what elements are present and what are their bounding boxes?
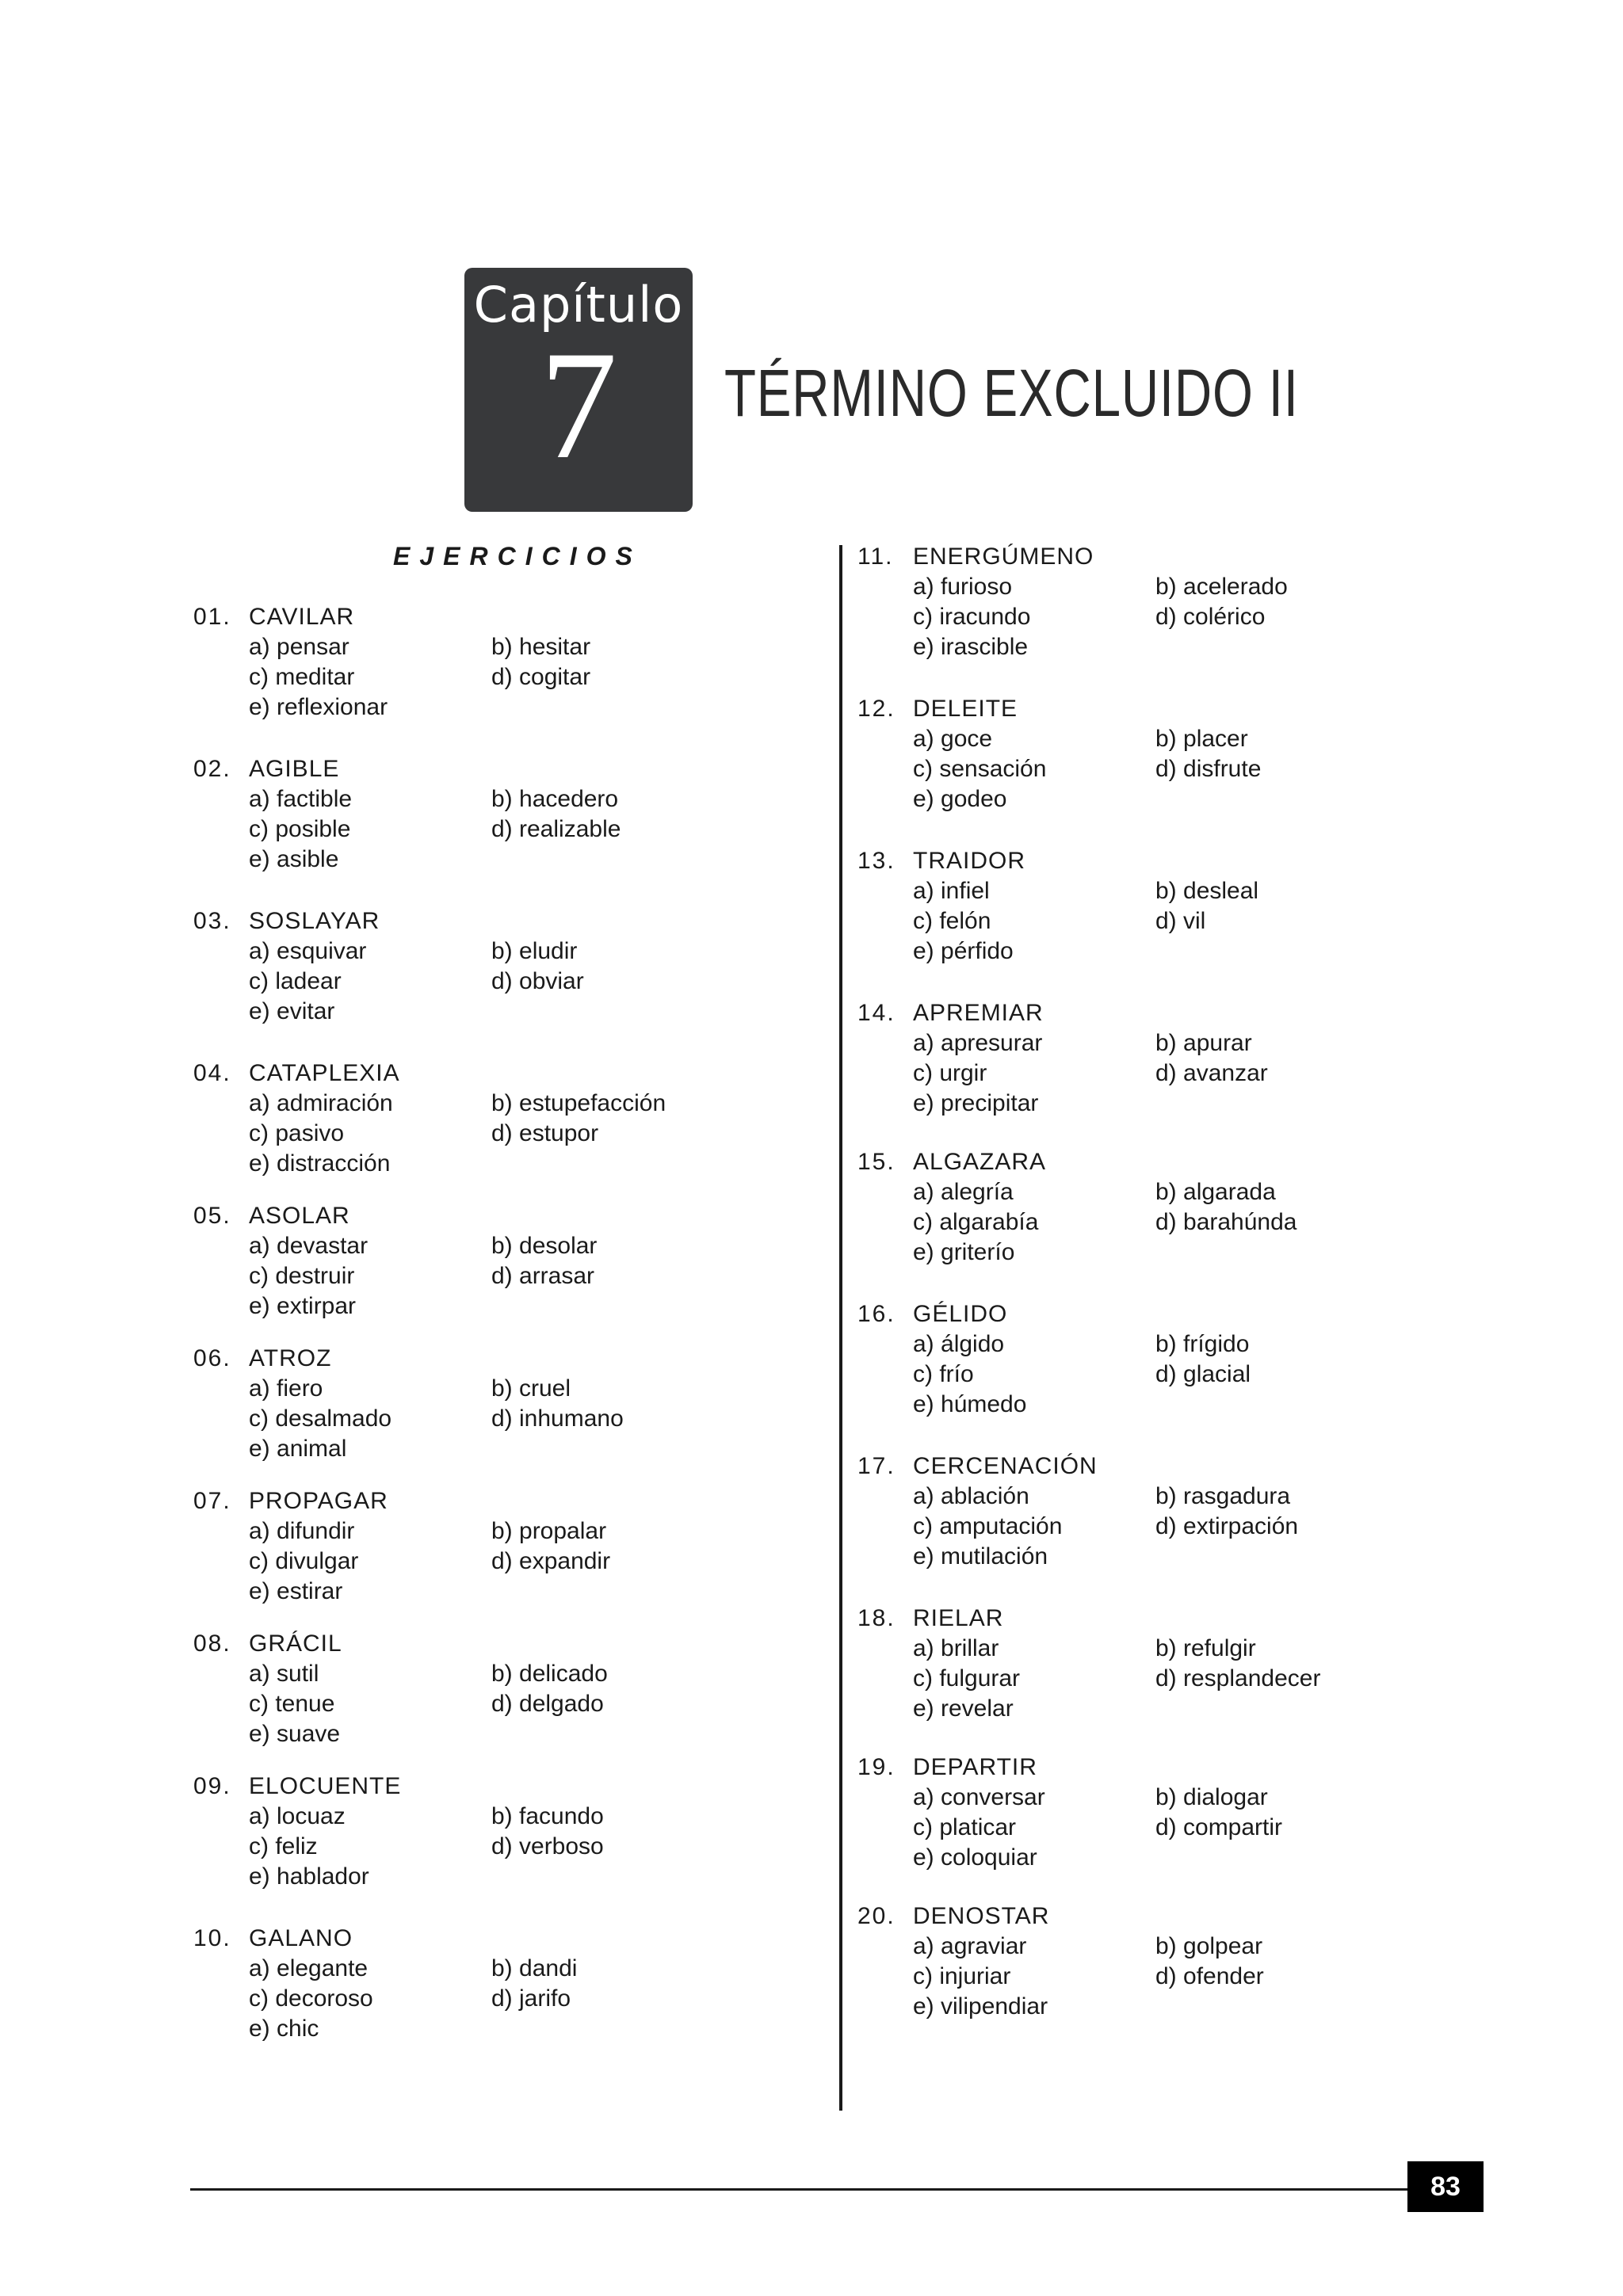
option-a: a) elegante [249, 1955, 369, 1981]
option-d: d) colérico [1155, 604, 1266, 630]
option-c: c) sensación [913, 756, 1047, 782]
exercise-word: AGIBLE [249, 756, 340, 782]
option-b: b) rasgadura [1155, 1483, 1291, 1509]
option-d: d) extirpación [1155, 1513, 1299, 1539]
option-c: c) fulgurar [913, 1665, 1021, 1691]
exercise-number: 04. [193, 1060, 231, 1086]
chapter-label: Capítulo [473, 276, 684, 334]
exercise-number: 09. [193, 1773, 231, 1799]
option-row [249, 1954, 734, 1984]
option-e: e) animal [249, 1436, 347, 1462]
option-c: c) meditar [249, 664, 355, 690]
option-row [913, 906, 1398, 936]
section-heading: EJERCICIOS [393, 542, 642, 570]
option-a: a) goce [913, 726, 993, 752]
option-b: b) hacedero [491, 786, 619, 812]
exercise-header [193, 1486, 734, 1516]
exercise-item [193, 602, 734, 723]
option-row [913, 1512, 1398, 1542]
exercise-number: 08. [193, 1630, 231, 1657]
exercise-item [857, 1299, 1398, 1420]
exercise-number: 03. [193, 908, 231, 934]
option-row [249, 2014, 734, 2044]
option-b: b) algarada [1155, 1179, 1276, 1205]
exercise-number: 17. [857, 1453, 896, 1479]
column-divider [839, 545, 842, 2111]
exercise-word: ALGAZARA [913, 1149, 1047, 1175]
exercise-word: ASOLAR [249, 1203, 350, 1229]
exercise-number: 06. [193, 1345, 231, 1371]
exercise-item [193, 1629, 734, 1749]
option-a: a) sutil [249, 1661, 319, 1687]
option-row [249, 1261, 734, 1291]
option-d: d) inhumano [491, 1405, 624, 1432]
option-c: c) felón [913, 908, 991, 934]
option-b: b) facundo [491, 1803, 604, 1829]
option-row [913, 1813, 1398, 1843]
option-row [913, 1482, 1398, 1512]
option-row [249, 1374, 734, 1404]
option-c: c) divulgar [249, 1548, 359, 1574]
option-c: c) decoroso [249, 1985, 373, 2012]
option-b: b) acelerado [1155, 574, 1288, 600]
exercise-header [193, 1058, 734, 1089]
option-b: b) apurar [1155, 1030, 1252, 1056]
option-row [249, 1119, 734, 1149]
option-row [249, 784, 734, 814]
option-d: d) disfrute [1155, 756, 1262, 782]
option-a: a) esquivar [249, 938, 367, 964]
option-row [249, 936, 734, 967]
exercise-number: 11. [857, 543, 894, 570]
exercise-word: APREMIAR [913, 1000, 1044, 1026]
option-row [249, 1547, 734, 1577]
option-row [249, 997, 734, 1027]
option-row [249, 1719, 734, 1749]
option-c: c) posible [249, 816, 351, 842]
exercise-item [193, 754, 734, 875]
option-e: e) chic [249, 2016, 319, 2042]
exercise-word: GALANO [249, 1925, 353, 1951]
option-row [913, 632, 1398, 662]
option-row [913, 1329, 1398, 1360]
option-d: d) cogitar [491, 664, 591, 690]
option-a: a) brillar [913, 1635, 999, 1661]
exercise-header [857, 542, 1398, 572]
option-d: d) estupor [491, 1120, 599, 1146]
exercise-item [857, 1753, 1398, 1873]
exercise-header [857, 694, 1398, 724]
exercise-word: TRAIDOR [913, 848, 1025, 874]
option-e: e) vilipendiar [913, 1993, 1048, 2019]
exercise-word: DEPARTIR [913, 1754, 1037, 1780]
option-b: b) dandi [491, 1955, 578, 1981]
option-row [913, 1089, 1398, 1119]
exercise-number: 10. [193, 1925, 231, 1951]
option-e: e) estirar [249, 1578, 343, 1604]
option-row [913, 1664, 1398, 1694]
exercise-item [193, 1486, 734, 1607]
option-c: c) feliz [249, 1833, 318, 1859]
option-a: a) conversar [913, 1784, 1045, 1810]
option-row [249, 814, 734, 845]
option-row [249, 1404, 734, 1434]
exercise-header [857, 1299, 1398, 1329]
exercise-number: 12. [857, 696, 896, 722]
exercise-word: ELOCUENTE [249, 1773, 402, 1799]
exercise-header [857, 998, 1398, 1028]
exercise-item [857, 542, 1398, 662]
option-b: b) eludir [491, 938, 578, 964]
option-row [913, 1028, 1398, 1058]
exercise-header [857, 846, 1398, 876]
option-row [913, 936, 1398, 967]
exercise-header [857, 1147, 1398, 1177]
exercise-item [193, 1058, 734, 1179]
exercise-number: 07. [193, 1488, 231, 1514]
option-a: a) fiero [249, 1375, 323, 1402]
chapter-number: 7 [540, 319, 617, 491]
option-d: d) resplandecer [1155, 1665, 1321, 1691]
option-e: e) mutilación [913, 1543, 1048, 1569]
option-row [913, 602, 1398, 632]
option-a: a) agraviar [913, 1933, 1027, 1959]
exercise-word: GRÁCIL [249, 1630, 342, 1657]
option-b: b) frígido [1155, 1331, 1250, 1357]
exercise-word: GÉLIDO [913, 1301, 1008, 1327]
exercise-header [193, 1629, 734, 1659]
option-row [249, 845, 734, 875]
option-b: b) propalar [491, 1518, 607, 1544]
option-row [913, 1843, 1398, 1873]
option-row [249, 662, 734, 692]
option-b: b) hesitar [491, 634, 591, 660]
option-d: d) obviar [491, 968, 584, 994]
option-row [913, 876, 1398, 906]
exercise-word: DELEITE [913, 696, 1018, 722]
exercise-word: CAVILAR [249, 604, 355, 630]
option-d: d) avanzar [1155, 1060, 1268, 1086]
option-row [913, 1694, 1398, 1724]
option-c: c) algarabía [913, 1209, 1039, 1235]
exercise-item [857, 846, 1398, 967]
option-a: a) álgido [913, 1331, 1005, 1357]
option-row [913, 1783, 1398, 1813]
option-d: d) jarifo [491, 1985, 571, 2012]
option-e: e) húmedo [913, 1391, 1027, 1417]
exercise-item [193, 1772, 734, 1892]
option-row [913, 1992, 1398, 2022]
option-c: c) platicar [913, 1814, 1017, 1840]
exercise-header [193, 1772, 734, 1802]
option-row [249, 632, 734, 662]
option-row [249, 1434, 734, 1464]
option-c: c) frío [913, 1361, 974, 1387]
exercise-header [193, 602, 734, 632]
exercise-word: RIELAR [913, 1605, 1004, 1631]
option-row [249, 1577, 734, 1607]
exercise-number: 05. [193, 1203, 231, 1229]
option-b: b) delicado [491, 1661, 608, 1687]
exercise-header [193, 1924, 734, 1954]
option-e: e) distracción [249, 1150, 391, 1177]
option-e: e) asible [249, 846, 339, 872]
option-row [913, 1634, 1398, 1664]
footer-rule [190, 2188, 1407, 2191]
exercise-header [857, 1753, 1398, 1783]
option-row [249, 1089, 734, 1119]
option-d: d) verboso [491, 1833, 604, 1859]
option-b: b) estupefacción [491, 1090, 666, 1116]
option-row [249, 1832, 734, 1862]
option-c: c) destruir [249, 1263, 355, 1289]
option-row [913, 1177, 1398, 1207]
option-e: e) coloquiar [913, 1844, 1037, 1871]
exercise-header [857, 1451, 1398, 1482]
option-e: e) suave [249, 1721, 341, 1747]
option-e: e) extirpar [249, 1293, 357, 1319]
option-row [913, 724, 1398, 754]
option-d: d) delgado [491, 1691, 604, 1717]
option-a: a) pensar [249, 634, 349, 660]
option-e: e) precipitar [913, 1090, 1039, 1116]
option-row [913, 1932, 1398, 1962]
option-a: a) apresurar [913, 1030, 1043, 1056]
option-row [913, 1207, 1398, 1238]
exercise-word: ENERGÚMENO [913, 543, 1094, 570]
option-d: d) arrasar [491, 1263, 595, 1289]
exercise-item [857, 1604, 1398, 1724]
exercise-number: 19. [857, 1754, 896, 1780]
exercise-item [193, 906, 734, 1027]
option-c: c) urgir [913, 1060, 987, 1086]
option-d: d) barahúnda [1155, 1209, 1297, 1235]
option-a: a) locuaz [249, 1803, 346, 1829]
option-e: e) revelar [913, 1695, 1014, 1722]
option-d: d) ofender [1155, 1963, 1264, 1989]
option-row [913, 1542, 1398, 1572]
option-e: e) griterío [913, 1239, 1015, 1265]
exercise-word: CERCENACIÓN [913, 1453, 1098, 1479]
option-b: b) desolar [491, 1233, 598, 1259]
exercise-item [857, 998, 1398, 1119]
exercise-item [193, 1344, 734, 1464]
exercise-item [193, 1924, 734, 2044]
option-a: a) alegría [913, 1179, 1014, 1205]
option-d: d) vil [1155, 908, 1206, 934]
exercise-item [857, 1901, 1398, 2022]
option-d: d) compartir [1155, 1814, 1283, 1840]
exercise-header [857, 1604, 1398, 1634]
option-b: b) dialogar [1155, 1784, 1268, 1810]
exercise-item [857, 1147, 1398, 1268]
exercise-item [193, 1201, 734, 1322]
option-row [249, 1231, 734, 1261]
exercise-header [193, 906, 734, 936]
option-row [249, 1802, 734, 1832]
option-b: b) placer [1155, 726, 1248, 752]
exercise-header [193, 1201, 734, 1231]
option-b: b) desleal [1155, 878, 1259, 904]
option-row [913, 784, 1398, 814]
option-row [913, 1962, 1398, 1992]
option-a: a) devastar [249, 1233, 369, 1259]
option-row [249, 1689, 734, 1719]
option-b: b) cruel [491, 1375, 571, 1402]
option-d: d) glacial [1155, 1361, 1251, 1387]
option-row [913, 1238, 1398, 1268]
exercise-word: CATAPLEXIA [249, 1060, 400, 1086]
chapter-badge [464, 268, 693, 512]
option-c: c) tenue [249, 1691, 335, 1717]
exercise-number: 13. [857, 848, 896, 874]
option-row [913, 1058, 1398, 1089]
option-c: c) pasivo [249, 1120, 345, 1146]
option-b: b) refulgir [1155, 1635, 1256, 1661]
exercise-word: PROPAGAR [249, 1488, 388, 1514]
option-row [913, 754, 1398, 784]
exercise-item [857, 694, 1398, 814]
option-a: a) admiración [249, 1090, 393, 1116]
option-d: d) expandir [491, 1548, 611, 1574]
option-row [249, 1659, 734, 1689]
option-a: a) infiel [913, 878, 990, 904]
option-e: e) irascible [913, 634, 1029, 660]
option-c: c) injuriar [913, 1963, 1011, 1989]
option-a: a) ablación [913, 1483, 1029, 1509]
exercise-number: 01. [193, 604, 231, 630]
option-e: e) hablador [249, 1863, 369, 1890]
option-b: b) golpear [1155, 1933, 1263, 1959]
exercise-header [193, 1344, 734, 1374]
exercise-number: 14. [857, 1000, 896, 1026]
exercise-word: SOSLAYAR [249, 908, 380, 934]
exercise-header [193, 754, 734, 784]
option-row [913, 572, 1398, 602]
page-number: 83 [1407, 2161, 1484, 2212]
option-d: d) realizable [491, 816, 621, 842]
option-row [249, 1149, 734, 1179]
exercise-word: ATROZ [249, 1345, 332, 1371]
exercise-header [857, 1901, 1398, 1932]
exercise-item [857, 1451, 1398, 1572]
option-row [249, 1984, 734, 2014]
option-c: c) amputación [913, 1513, 1063, 1539]
option-c: c) ladear [249, 968, 342, 994]
exercise-number: 18. [857, 1605, 896, 1631]
option-c: c) iracundo [913, 604, 1031, 630]
option-a: a) factible [249, 786, 353, 812]
option-e: e) godeo [913, 786, 1007, 812]
exercise-number: 15. [857, 1149, 896, 1175]
option-row [913, 1360, 1398, 1390]
option-e: e) evitar [249, 998, 335, 1024]
option-row [249, 1291, 734, 1322]
option-a: a) difundir [249, 1518, 355, 1544]
exercise-number: 02. [193, 756, 231, 782]
option-row [913, 1390, 1398, 1420]
option-a: a) furioso [913, 574, 1013, 600]
option-e: e) reflexionar [249, 694, 388, 720]
option-e: e) pérfido [913, 938, 1014, 964]
option-row [249, 1862, 734, 1892]
exercise-number: 16. [857, 1301, 896, 1327]
exercise-number: 20. [857, 1903, 896, 1929]
chapter-title: TÉRMINO EXCLUIDO II [724, 356, 1299, 430]
exercise-word: DENOSTAR [913, 1903, 1050, 1929]
option-row [249, 1516, 734, 1547]
option-row [249, 967, 734, 997]
option-c: c) desalmado [249, 1405, 392, 1432]
option-row [249, 692, 734, 723]
